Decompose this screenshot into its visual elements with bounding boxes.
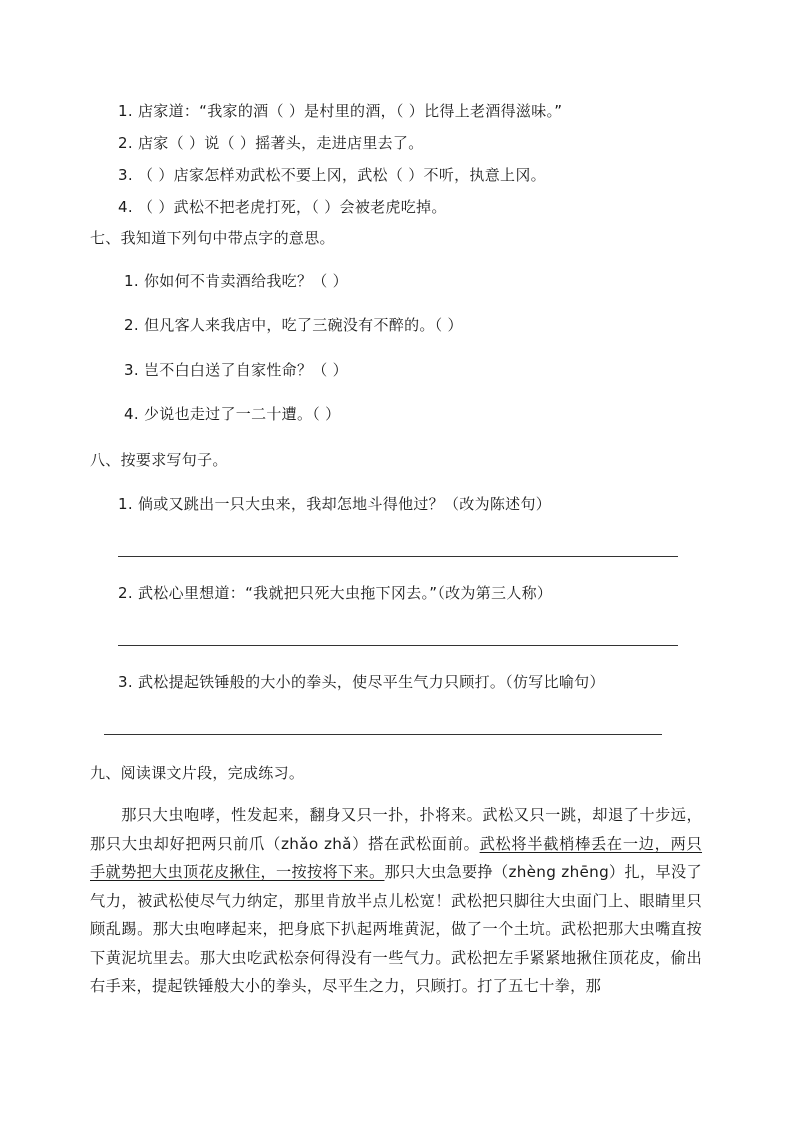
answer-line-2[interactable] <box>118 645 678 646</box>
reading-passage <box>90 801 702 1001</box>
s7-item-1: 1. 你如何不肯卖酒给我吃？（ ） <box>124 272 348 290</box>
section-7-title: 七、我知道下列句中带点字的意思。 <box>90 229 335 247</box>
section-8-title: 八、按要求写句子。 <box>90 451 228 469</box>
s7-item-4: 4. 少说也走过了一二十遭。（ ） <box>124 405 341 423</box>
s6-item-2: 2. 店家（ ）说（ ）摇著头，走进店里去了。 <box>118 134 424 152</box>
s6-item-3: 3. （ ）店家怎样劝武松不要上冈，武松（ ）不听，执意上冈。 <box>118 166 546 184</box>
section-9-title: 九、阅读课文片段，完成练习。 <box>90 764 305 782</box>
s7-item-3: 3. 岂不白白送了自家性命？（ ） <box>124 361 348 379</box>
answer-line-1[interactable] <box>118 556 678 557</box>
passage-underlined-sentence: 武松将半截梢棒丢在一边，两只手就势把大虫顶花皮揪住，一按按将下来。 <box>90 834 703 881</box>
s8-item-3: 3. 武松提起铁锤般的大小的拳头，使尽平生气力只顾打。（仿写比喻句） <box>118 673 605 691</box>
answer-line-3[interactable] <box>104 734 662 735</box>
passage-part-1: 那只大虫咆哮，性发起来，翻身又只一扑，扑将来。武松又只一跳，却退了十步远，那只大虫却好把两只前爪（zhǎo zhǎ）搭在武松面前。 <box>90 806 702 853</box>
s8-item-1: 1. 倘或又跳出一只大虫来，我却怎地斗得他过？（改为陈述句） <box>118 495 552 513</box>
s6-item-1: 1. 店家道：“我家的酒（ ）是村里的酒，（ ）比得上老酒得滋味。” <box>118 102 563 120</box>
passage-part-2: 那只大虫急要挣（zhèng zhēng）扎，早没了气力，被武松使尽气力纳定，那里肯放半点儿松宽！武松把只脚往大虫面门上、眼睛里只顾乱踢。那大虫咆哮起来，把身底下扒起两堆黄泥，做了一个土坑。武松把那大虫嘴直按下黄泥坑里去。那大虫吃武松奈何得没有一些气力。武松把左手紧紧地揪住顶花皮，偷出右手来，提起铁锤般大小的拳头，尽平生之力，只顾打。打了五七十拳，那 <box>90 863 702 995</box>
s6-item-4: 4. （ ）武松不把老虎打死，（ ）会被老虎吃掉。 <box>118 198 447 216</box>
s7-item-2: 2. 但凡客人来我店中，吃了三碗没有不醉的。（ ） <box>124 316 463 334</box>
s8-item-2: 2. 武松心里想道：“我就把只死大虫拖下冈去。”（改为第三人称） <box>118 584 553 602</box>
